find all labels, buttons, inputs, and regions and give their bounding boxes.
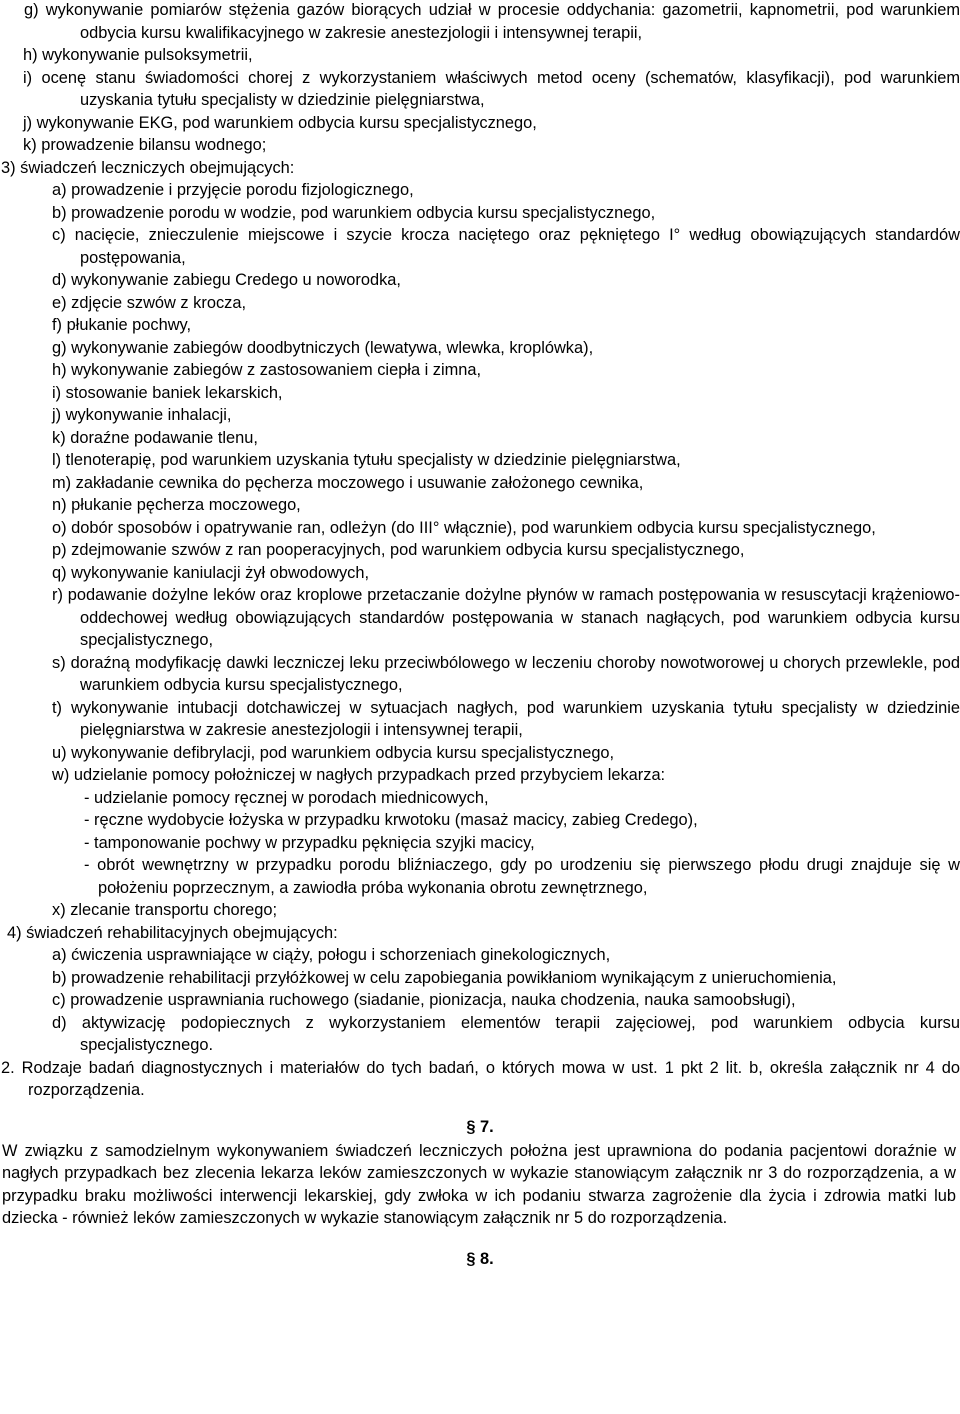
list-item-4b: b) prowadzenie rehabilitacji przyłóżkowej w celu zapobiegania powikłaniom wynikającym z unieruchomienia, (52, 968, 837, 987)
list-item-4d: d) aktywizację podopiecznych z wykorzystaniem elementów terapii zajęciowej, pod warunkiem odbycia kursu specjalistycznego. (52, 1013, 960, 1054)
section-4-heading: 4) świadczeń rehabilitacyjnych obejmujących: (7, 923, 338, 942)
list-item-4c: c) prowadzenie usprawniania ruchowego (siadanie, pionizacja, nauka chodzenia, nauka samoobsługi), (52, 991, 796, 1009)
list-item-3n: n) płukanie pęcherza moczowego, (52, 496, 301, 514)
list-item-3l: l) tlenoterapię, pod warunkiem uzyskania tytułu specjalisty w dziedzinie pielęgniarstwa, (52, 451, 681, 469)
list-item-3k: k) doraźne podawanie tlenu, (52, 428, 258, 447)
section-7-heading: § 7. (466, 1117, 494, 1136)
section-3-list (0, 179, 960, 787)
list-item-3d: d) wykonywanie zabiegu Credego u noworodka, (52, 271, 401, 289)
list-item-h: h) wykonywanie pulsoksymetrii, (23, 46, 253, 64)
list-item-i: i) ocenę stanu świadomości chorej z wykorzystaniem właściwych metod oceny (schematów, klasyfikacji), pod warunkiem uzyskania tytułu specjalisty w dziedzinie pielęgniarstwa, (23, 68, 960, 109)
list-item-3a: a) prowadzenie i przyjęcie porodu fizjologicznego, (52, 181, 414, 199)
list-item-3w: w) udzielanie pomocy położniczej w nagłych przypadkach przed przybyciem lekarza: (52, 766, 666, 784)
list-item-3h: h) wykonywanie zabiegów z zastosowaniem ciepła i zimna, (52, 361, 482, 379)
list-item-3p: p) zdejmowanie szwów z ran pooperacyjnych, pod warunkiem odbycia kursu specjalistycznego, (52, 541, 745, 559)
list-continued-points (0, 0, 960, 157)
list-item-3c: c) nacięcie, znieczulenie miejscowe i szycie krocza naciętego oraz pękniętego I° według obowiązujących standardów postępowania, (52, 226, 960, 267)
dash-item-2: - ręczne wydobycie łożyska w przypadku krwotoku (masaż macicy, zabieg Credego), (84, 811, 698, 829)
list-item-k: k) prowadzenie bilansu wodnego; (23, 136, 267, 154)
dash-item-3: - tamponowanie pochwy w przypadku pęknięcia szyjki macicy, (84, 833, 535, 852)
paragraph-2: 2. Rodzaje badań diagnostycznych i materiałów do tych badań, o których mowa w ust. 1 pkt 2 lit. b, określa załącznik nr 4 do rozporządzenia. (1, 1058, 960, 1099)
list-item-3o: o) dobór sposobów i opatrywanie ran, odleżyn (do III° włącznie), pod warunkiem odbycia kursu specjalistycznego, (52, 518, 876, 537)
list-item-3i: i) stosowanie baniek lekarskich, (52, 383, 283, 402)
list-item-3t: t) wykonywanie intubacji dotchawiczej w sytuacjach nagłych, pod warunkiem uzyskania tytułu specjalisty w dziedzinie pielęgniarstwa w zakresie anestezjologii i intensywnej terapii, (52, 698, 960, 739)
section-4-list (0, 944, 960, 1057)
section-8-heading: § 8. (466, 1249, 494, 1268)
list-item-3q: q) wykonywanie kaniulacji żył obwodowych, (52, 563, 370, 582)
section-3-heading: 3) świadczeń leczniczych obejmujących: (1, 158, 295, 177)
list-item-3s: s) doraźną modyfikację dawki leczniczej leku przeciwbólowego w leczeniu choroby nowotworowej u chorych przewlekle, pod warunkiem odbycia kursu specjalistycznego, (52, 653, 960, 694)
list-item-3g: g) wykonywanie zabiegów doodbytniczych (lewatywa, wlewka, kroplówka), (52, 338, 594, 357)
section-3x (0, 899, 960, 922)
list-item-3f: f) płukanie pochwy, (52, 316, 192, 334)
dash-item-4: - obrót wewnętrzny w przypadku porodu bliźniaczego, gdy po urodzeniu się pierwszego płodu drugi znajduje się w położeniu poprzecznym, a zawiodła próba wykonania obrotu zewnętrznego, (84, 856, 960, 897)
section-3w-dash-list (0, 787, 960, 900)
list-item-g: g) wykonywanie pomiarów stężenia gazów biorących udział w procesie oddychania: gazometrii, kapnometrii, pod warunkiem odbycia kursu kwalifikacyjnego w zakresie anestezjologii i intensywnej terapii, (24, 1, 960, 42)
list-item-3b: b) prowadzenie porodu w wodzie, pod warunkiem odbycia kursu specjalistycznego, (52, 203, 656, 222)
list-item-3x: x) zlecanie transportu chorego; (52, 901, 278, 919)
list-item-3u: u) wykonywanie defibrylacji, pod warunkiem odbycia kursu specjalistycznego, (52, 743, 615, 762)
list-item-3e: e) zdjęcie szwów z krocza, (52, 293, 247, 312)
list-item-3j: j) wykonywanie inhalacji, (52, 406, 232, 424)
dash-item-1: - udzielanie pomocy ręcznej w porodach miednicowych, (84, 788, 489, 807)
list-item-3m: m) zakładanie cewnika do pęcherza moczowego i usuwanie założonego cewnika, (52, 473, 644, 492)
list-item-3r: r) podawanie dożylne leków oraz kroplowe przetaczanie dożylne płynów w ramach postępowania w resuscytacji krążeniowo-oddechowej według obowiązujących standardów postępowania w stanach nagłących, pod warunkiem odbycia kursu specjalistycznego, (52, 586, 960, 649)
list-item-4a: a) ćwiczenia usprawniające w ciąży, połogu i schorzeniach ginekologicznych, (52, 946, 611, 964)
section-7-body: W związku z samodzielnym wykonywaniem świadczeń leczniczych położna jest uprawniona do podania pacjentowi doraźnie w nagłych przypadkach bez zlecenia lekarza leków zamieszczonych w wykazie stanowiącym załącznik nr 3 do rozporządzenia, a w przypadku braku możliwości interwencji lekarskiej, gdy zwłoka w ich podaniu stwarza zagrożenie dla życia i zdrowia matki lub dziecka - również leków zamieszczonych w wykazie stanowiącym załącznik nr 5 do rozporządzenia. (2, 1141, 956, 1227)
list-item-j: j) wykonywanie EKG, pod warunkiem odbycia kursu specjalistycznego, (23, 113, 537, 132)
